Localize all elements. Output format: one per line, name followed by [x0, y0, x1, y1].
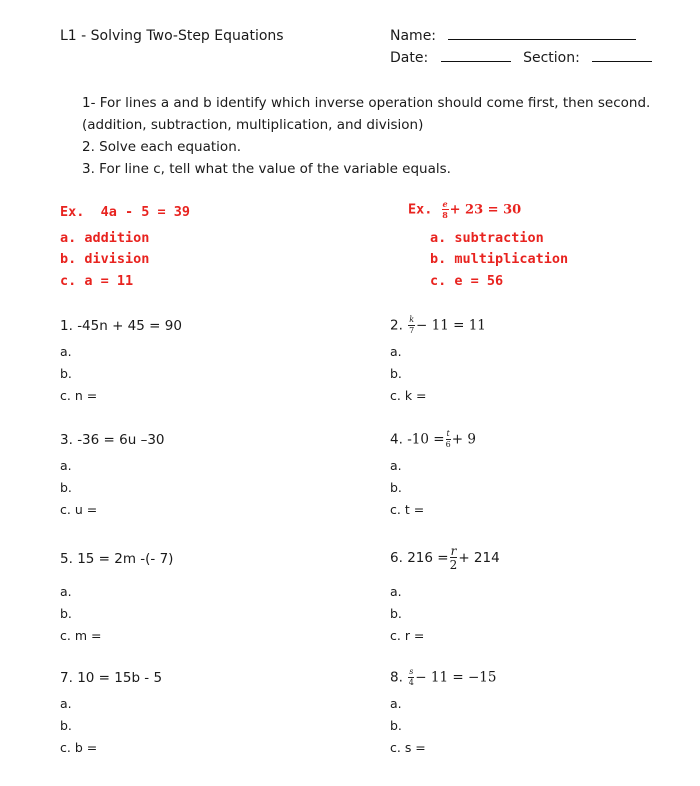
problem-6-c[interactable]: c. r = [390, 628, 425, 643]
problem-1-b[interactable]: b. [60, 366, 72, 381]
problem-2-fraction: $\frac{k}{7}$ [409, 315, 415, 335]
problem-7-b[interactable]: b. [60, 718, 72, 733]
worksheet-title: L1 - Solving Two-Step Equations [60, 28, 284, 44]
example-1-equation: Ex. 4a - 5 = 39 [60, 204, 191, 220]
instruction-1-detail: (addition, subtraction, multiplication, and division) [82, 117, 424, 133]
example-2-equation: Ex. $\frac{e}{8}$ + 23 = 30 [408, 199, 522, 220]
example-2-fraction: $\frac{e}{8}$ [442, 199, 448, 220]
example-2-c: c. e = 56 [430, 273, 504, 289]
section-label: Section: [523, 50, 580, 66]
section-blank[interactable] [592, 61, 652, 62]
problem-5-a[interactable]: a. [60, 584, 72, 599]
instruction-2: 2. Solve each equation. [82, 139, 242, 155]
problem-8-fraction: $\frac{s}{4}$ [408, 667, 414, 687]
problem-5: 5. 15 = 2m -(- 7) [60, 551, 174, 567]
problem-3: 3. -36 = 6u –30 [60, 432, 165, 448]
problem-4-b[interactable]: b. [390, 480, 402, 495]
problem-7-a[interactable]: a. [60, 696, 72, 711]
problem-5-c[interactable]: c. m = [60, 628, 102, 643]
date-label: Date: [390, 50, 429, 66]
problem-3-a[interactable]: a. [60, 458, 72, 473]
example-2-b: b. multiplication [430, 251, 569, 267]
problem-3-b[interactable]: b. [60, 480, 72, 495]
instruction-1: 1- For lines a and b identify which inverse operation should come first, then second. [82, 95, 651, 111]
problem-4-c[interactable]: c. t = [390, 502, 425, 517]
problem-8: 8. $\frac{s}{4}$ − 11 = −15 [390, 667, 497, 687]
problem-8-c[interactable]: c. s = [390, 740, 426, 755]
problem-7-c[interactable]: c. b = [60, 740, 98, 755]
example-1-c: c. a = 11 [60, 273, 134, 289]
problem-1-c[interactable]: c. n = [60, 388, 98, 403]
problem-7: 7. 10 = 15b - 5 [60, 670, 163, 686]
problem-6-a[interactable]: a. [390, 584, 402, 599]
instructions [82, 92, 650, 180]
problem-2-b[interactable]: b. [390, 366, 402, 381]
problem-6-b[interactable]: b. [390, 606, 402, 621]
name-label: Name: [390, 28, 437, 44]
instruction-3: 3. For line c, tell what the value of the variable equals. [82, 161, 451, 177]
problem-5-b[interactable]: b. [60, 606, 72, 621]
problem-4: 4. -10 = $\frac{t}{6}$ + 9 [390, 429, 476, 449]
problem-1-a[interactable]: a. [60, 344, 72, 359]
problem-2-a[interactable]: a. [390, 344, 402, 359]
problem-3-c[interactable]: c. u = [60, 502, 98, 517]
name-field[interactable] [390, 28, 636, 44]
problem-2-c[interactable]: c. k = [390, 388, 427, 403]
problem-4-a[interactable]: a. [390, 458, 402, 473]
problem-2: 2. $\frac{k}{7}$ − 11 = 11 [390, 315, 486, 335]
example-1-a: a. addition [60, 230, 150, 246]
problem-6-fraction: $\frac{r}{2}$ [449, 544, 458, 572]
example-1-b: b. division [60, 251, 150, 267]
problem-8-b[interactable]: b. [390, 718, 402, 733]
problem-8-a[interactable]: a. [390, 696, 402, 711]
name-blank[interactable] [448, 39, 636, 40]
date-field[interactable] [390, 50, 652, 66]
problem-6: 6. 216 = $\frac{r}{2}$ + 214 [390, 544, 500, 572]
date-blank[interactable] [441, 61, 511, 62]
problem-1: 1. -45n + 45 = 90 [60, 318, 182, 334]
problem-4-fraction: $\frac{t}{6}$ [445, 429, 451, 449]
example-2-a: a. subtraction [430, 230, 544, 246]
